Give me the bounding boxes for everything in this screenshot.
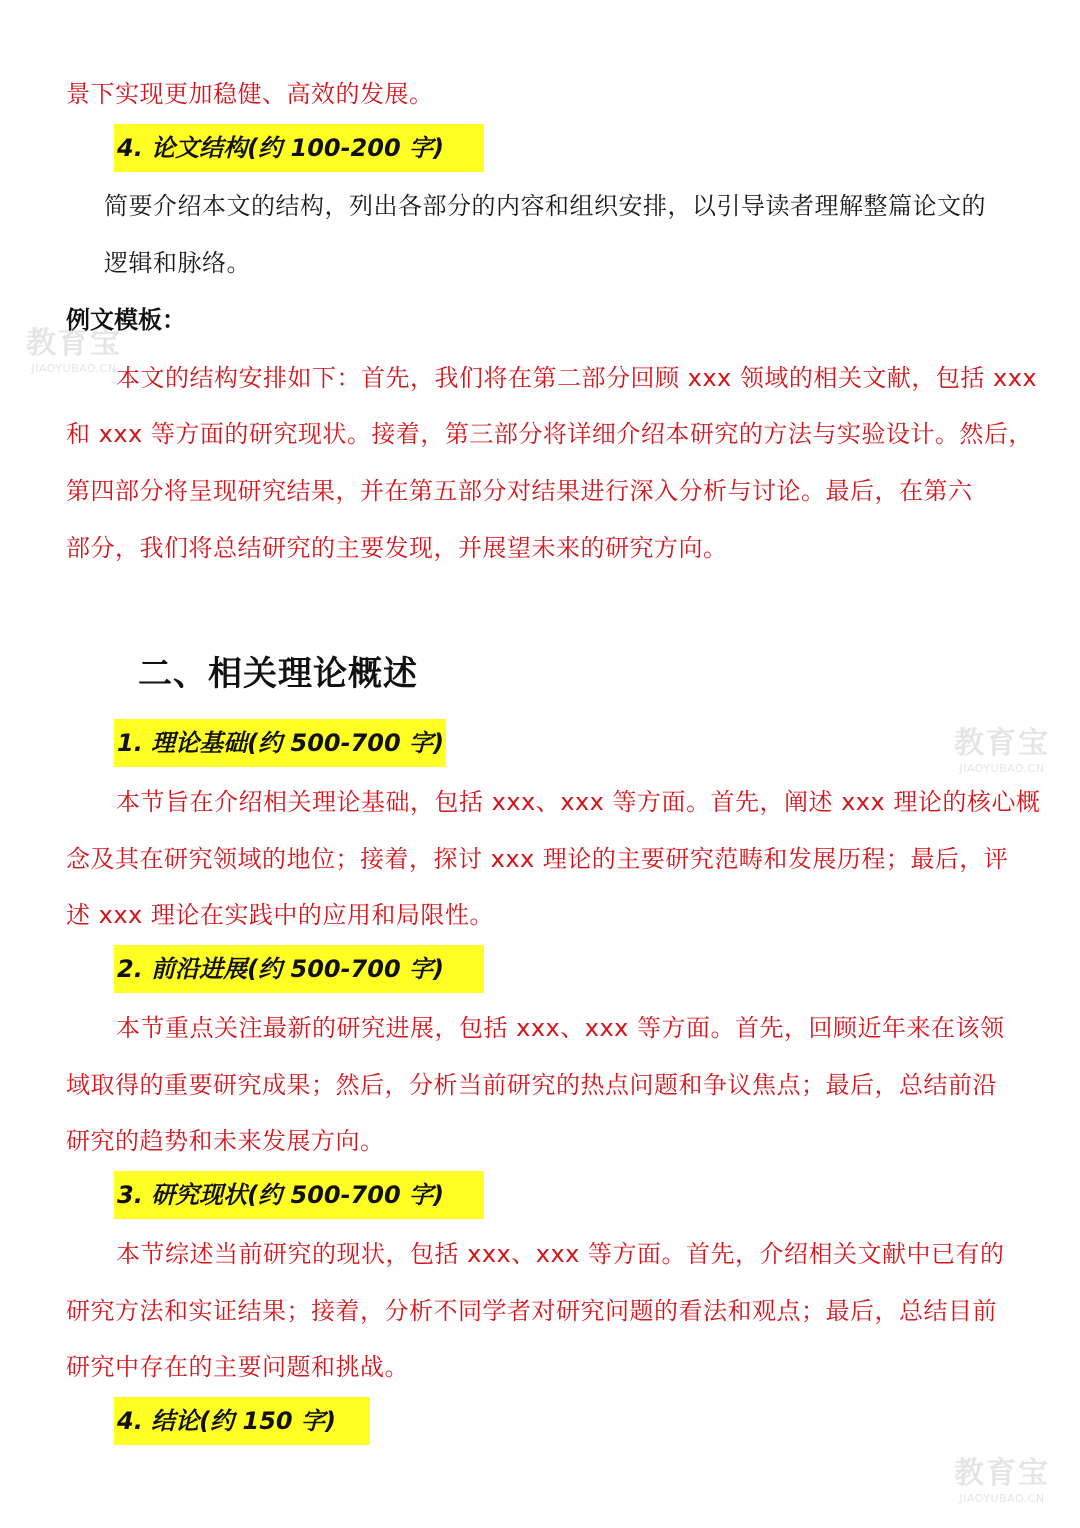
watermark-cn-text: 教育宝 <box>954 1456 1050 1491</box>
example-line-2: 和 xxx 等方面的研究现状。接着，第三部分将详细介绍本研究的方法与实验设计。然后， <box>66 420 1033 448</box>
watermark-en-text: JIAOYUBAO.CN <box>959 1492 1045 1505</box>
watermark-cn-text: 教育宝 <box>954 726 1050 761</box>
watermark-en-text: JIAOYUBAO.CN <box>959 762 1045 775</box>
example-line-1: 本文的结构安排如下：首先，我们将在第二部分回顾 xxx 领域的相关文献，包括 xxx <box>116 364 1038 392</box>
intro-tail-text: 景下实现更加稳健、高效的发展。 <box>66 80 434 108</box>
heading-theory-basis: 1. 理论基础(约 500-700 字) <box>114 719 446 767</box>
watermark-cn-text: 教育宝 <box>26 326 122 361</box>
section-title-theory-overview: 二、相关理论概述 <box>138 654 418 694</box>
heading-frontier-progress: 2. 前沿进展(约 500-700 字) <box>114 945 484 993</box>
frontier-line-1: 本节重点关注最新的研究进展，包括 xxx、xxx 等方面。首先，回顾近年来在该领 <box>116 1014 1005 1042</box>
heading-paper-structure: 4. 论文结构(约 100-200 字) <box>114 124 484 172</box>
status-line-3: 研究中存在的主要问题和挑战。 <box>66 1353 409 1381</box>
example-line-3: 第四部分将呈现研究结果，并在第五部分对结果进行深入分析与讨论。最后，在第六 <box>66 477 973 505</box>
theory-basis-line-1: 本节旨在介绍相关理论基础，包括 xxx、xxx 等方面。首先，阐述 xxx 理论的核心概 <box>116 788 1041 816</box>
frontier-line-2: 域取得的重要研究成果；然后，分析当前研究的热点问题和争议焦点；最后，总结前沿 <box>66 1071 997 1099</box>
watermark-logo <box>946 1456 1058 1512</box>
example-template-label: 例文模板： <box>66 306 186 334</box>
theory-basis-line-2: 念及其在研究领域的地位；接着，探讨 xxx 理论的主要研究范畴和发展历程；最后，评 <box>66 845 1009 873</box>
watermark-logo <box>18 326 130 382</box>
heading-research-status: 3. 研究现状(约 500-700 字) <box>114 1171 484 1219</box>
theory-basis-line-3: 述 xxx 理论在实践中的应用和局限性。 <box>66 901 494 929</box>
status-line-2: 研究方法和实证结果；接着，分析不同学者对研究问题的看法和观点；最后，总结目前 <box>66 1297 997 1325</box>
example-line-4: 部分，我们将总结研究的主要发现，并展望未来的研究方向。 <box>66 534 728 562</box>
paper-structure-line-2: 逻辑和脉络。 <box>104 249 251 277</box>
status-line-1: 本节综述当前研究的现状，包括 xxx、xxx 等方面。首先，介绍相关文献中已有的 <box>116 1240 1005 1268</box>
watermark-en-text: JIAOYUBAO.CN <box>31 362 117 375</box>
frontier-line-3: 研究的趋势和未来发展方向。 <box>66 1127 385 1155</box>
heading-conclusion: 4. 结论(约 150 字) <box>114 1397 370 1445</box>
watermark-logo <box>946 726 1058 782</box>
paper-structure-line-1: 简要介绍本文的结构，列出各部分的内容和组织安排，以引导读者理解整篇论文的 <box>104 192 986 220</box>
